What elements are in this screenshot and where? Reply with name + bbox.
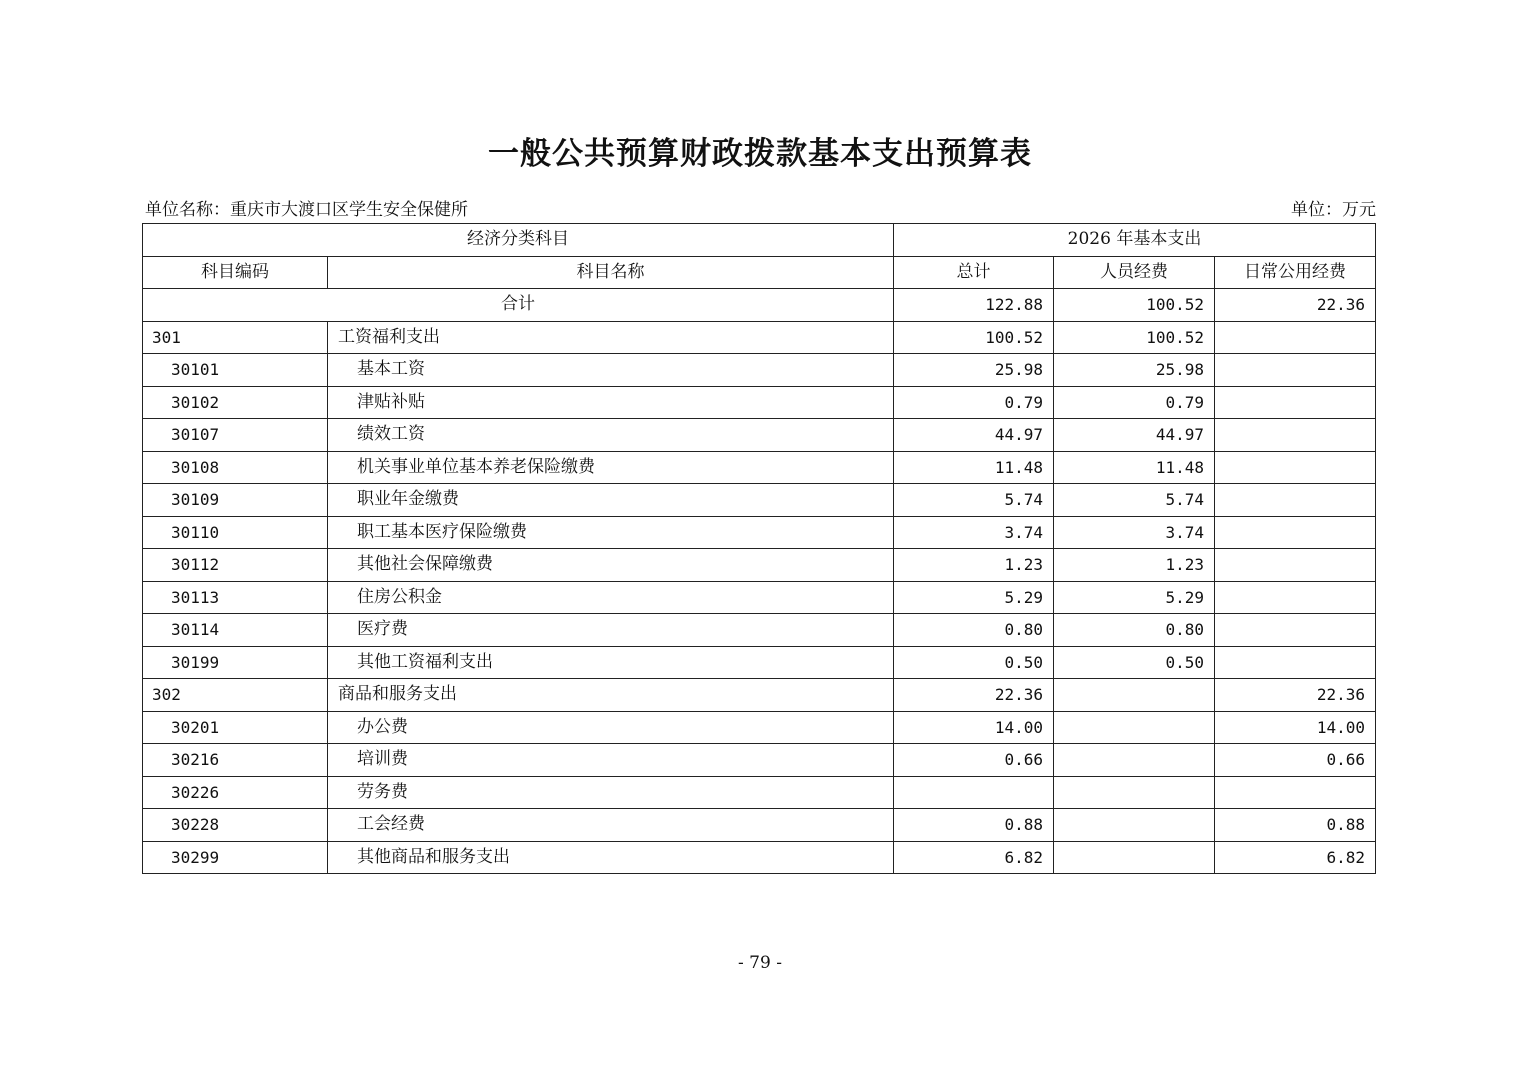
- table-row: [143, 354, 1376, 387]
- row-public: [1215, 419, 1376, 452]
- row-public: 6.82: [1215, 841, 1376, 874]
- page-title: 一般公共预算财政拨款基本支出预算表: [488, 136, 1032, 172]
- table-row: [143, 809, 1376, 842]
- budget-table: [142, 223, 1376, 874]
- row-total: 11.48: [894, 451, 1054, 484]
- row-total: 25.98: [894, 354, 1054, 387]
- row-public: 22.36: [1215, 679, 1376, 712]
- row-public: [1215, 776, 1376, 809]
- row-code: 30108: [143, 451, 328, 484]
- row-name: 津贴补贴: [328, 386, 894, 419]
- row-personnel: 100.52: [1054, 321, 1215, 354]
- table-row: [143, 516, 1376, 549]
- row-public: 0.88: [1215, 809, 1376, 842]
- table-row: [143, 614, 1376, 647]
- row-public: [1215, 614, 1376, 647]
- table-row: [143, 484, 1376, 517]
- row-personnel: 0.50: [1054, 646, 1215, 679]
- row-code: 30199: [143, 646, 328, 679]
- header-economic-category: 经济分类科目: [143, 224, 894, 257]
- row-code: 30299: [143, 841, 328, 874]
- table-row: [143, 646, 1376, 679]
- row-name: 培训费: [328, 744, 894, 777]
- row-code: 30226: [143, 776, 328, 809]
- row-total: [894, 776, 1054, 809]
- row-personnel: 5.29: [1054, 581, 1215, 614]
- row-code: 30107: [143, 419, 328, 452]
- table-row: [143, 679, 1376, 712]
- header-code: 科目编码: [143, 256, 328, 289]
- row-personnel: [1054, 744, 1215, 777]
- row-name: 办公费: [328, 711, 894, 744]
- row-code: 301: [143, 321, 328, 354]
- row-personnel: 11.48: [1054, 451, 1215, 484]
- row-code: 30101: [143, 354, 328, 387]
- table-row: [143, 711, 1376, 744]
- total-row: [143, 289, 1376, 322]
- row-total: 22.36: [894, 679, 1054, 712]
- table-row: [143, 841, 1376, 874]
- row-total: 0.66: [894, 744, 1054, 777]
- row-personnel: 5.74: [1054, 484, 1215, 517]
- row-name: 绩效工资: [328, 419, 894, 452]
- row-personnel: [1054, 679, 1215, 712]
- row-total: 100.52: [894, 321, 1054, 354]
- row-total: 0.50: [894, 646, 1054, 679]
- row-public: [1215, 581, 1376, 614]
- row-name: 劳务费: [328, 776, 894, 809]
- unit-label: 单位：万元: [1291, 200, 1376, 220]
- row-code: 30109: [143, 484, 328, 517]
- row-personnel: 3.74: [1054, 516, 1215, 549]
- table-row: [143, 321, 1376, 354]
- table-row: [143, 451, 1376, 484]
- row-personnel: 44.97: [1054, 419, 1215, 452]
- row-name: 商品和服务支出: [328, 679, 894, 712]
- row-code: 30201: [143, 711, 328, 744]
- header-personnel: 人员经费: [1054, 256, 1215, 289]
- row-public: 0.66: [1215, 744, 1376, 777]
- row-code: 30216: [143, 744, 328, 777]
- row-name: 工资福利支出: [328, 321, 894, 354]
- header-column-row: [143, 256, 1376, 289]
- row-personnel: 1.23: [1054, 549, 1215, 582]
- row-public: 14.00: [1215, 711, 1376, 744]
- row-total: 5.29: [894, 581, 1054, 614]
- table-row: [143, 419, 1376, 452]
- row-name: 医疗费: [328, 614, 894, 647]
- table-row: [143, 549, 1376, 582]
- row-name: 职业年金缴费: [328, 484, 894, 517]
- row-code: 302: [143, 679, 328, 712]
- header-total: 总计: [894, 256, 1054, 289]
- row-total: 0.88: [894, 809, 1054, 842]
- row-name: 其他社会保障缴费: [328, 549, 894, 582]
- total-label: 合计: [143, 289, 894, 322]
- table-row: [143, 744, 1376, 777]
- row-name: 其他商品和服务支出: [328, 841, 894, 874]
- row-personnel: [1054, 776, 1215, 809]
- header-basic-expenditure: 2026 年基本支出: [894, 224, 1376, 257]
- total-personnel: 100.52: [1054, 289, 1215, 322]
- row-public: [1215, 484, 1376, 517]
- row-total: 5.74: [894, 484, 1054, 517]
- row-personnel: [1054, 809, 1215, 842]
- row-name: 机关事业单位基本养老保险缴费: [328, 451, 894, 484]
- row-total: 1.23: [894, 549, 1054, 582]
- page-number: - 79 -: [738, 953, 782, 973]
- row-personnel: 0.79: [1054, 386, 1215, 419]
- row-public: [1215, 516, 1376, 549]
- unit-name: 单位名称：重庆市大渡口区学生安全保健所: [145, 200, 468, 220]
- header-public: 日常公用经费: [1215, 256, 1376, 289]
- row-name: 工会经费: [328, 809, 894, 842]
- row-code: 30114: [143, 614, 328, 647]
- row-public: [1215, 354, 1376, 387]
- row-total: 44.97: [894, 419, 1054, 452]
- row-total: 6.82: [894, 841, 1054, 874]
- header-name: 科目名称: [328, 256, 894, 289]
- row-total: 3.74: [894, 516, 1054, 549]
- row-public: [1215, 321, 1376, 354]
- row-personnel: [1054, 841, 1215, 874]
- row-code: 30113: [143, 581, 328, 614]
- table-row: [143, 776, 1376, 809]
- row-name: 住房公积金: [328, 581, 894, 614]
- row-public: [1215, 646, 1376, 679]
- row-code: 30112: [143, 549, 328, 582]
- row-public: [1215, 386, 1376, 419]
- total-total: 122.88: [894, 289, 1054, 322]
- row-name: 职工基本医疗保险缴费: [328, 516, 894, 549]
- table-row: [143, 581, 1376, 614]
- row-code: 30102: [143, 386, 328, 419]
- table-row: [143, 386, 1376, 419]
- header-group-row: [143, 224, 1376, 257]
- row-total: 0.80: [894, 614, 1054, 647]
- row-name: 其他工资福利支出: [328, 646, 894, 679]
- row-personnel: [1054, 711, 1215, 744]
- row-code: 30228: [143, 809, 328, 842]
- meta-row: [143, 197, 1376, 223]
- row-total: 14.00: [894, 711, 1054, 744]
- row-name: 基本工资: [328, 354, 894, 387]
- row-personnel: 0.80: [1054, 614, 1215, 647]
- row-code: 30110: [143, 516, 328, 549]
- row-public: [1215, 549, 1376, 582]
- row-public: [1215, 451, 1376, 484]
- total-public: 22.36: [1215, 289, 1376, 322]
- row-total: 0.79: [894, 386, 1054, 419]
- row-personnel: 25.98: [1054, 354, 1215, 387]
